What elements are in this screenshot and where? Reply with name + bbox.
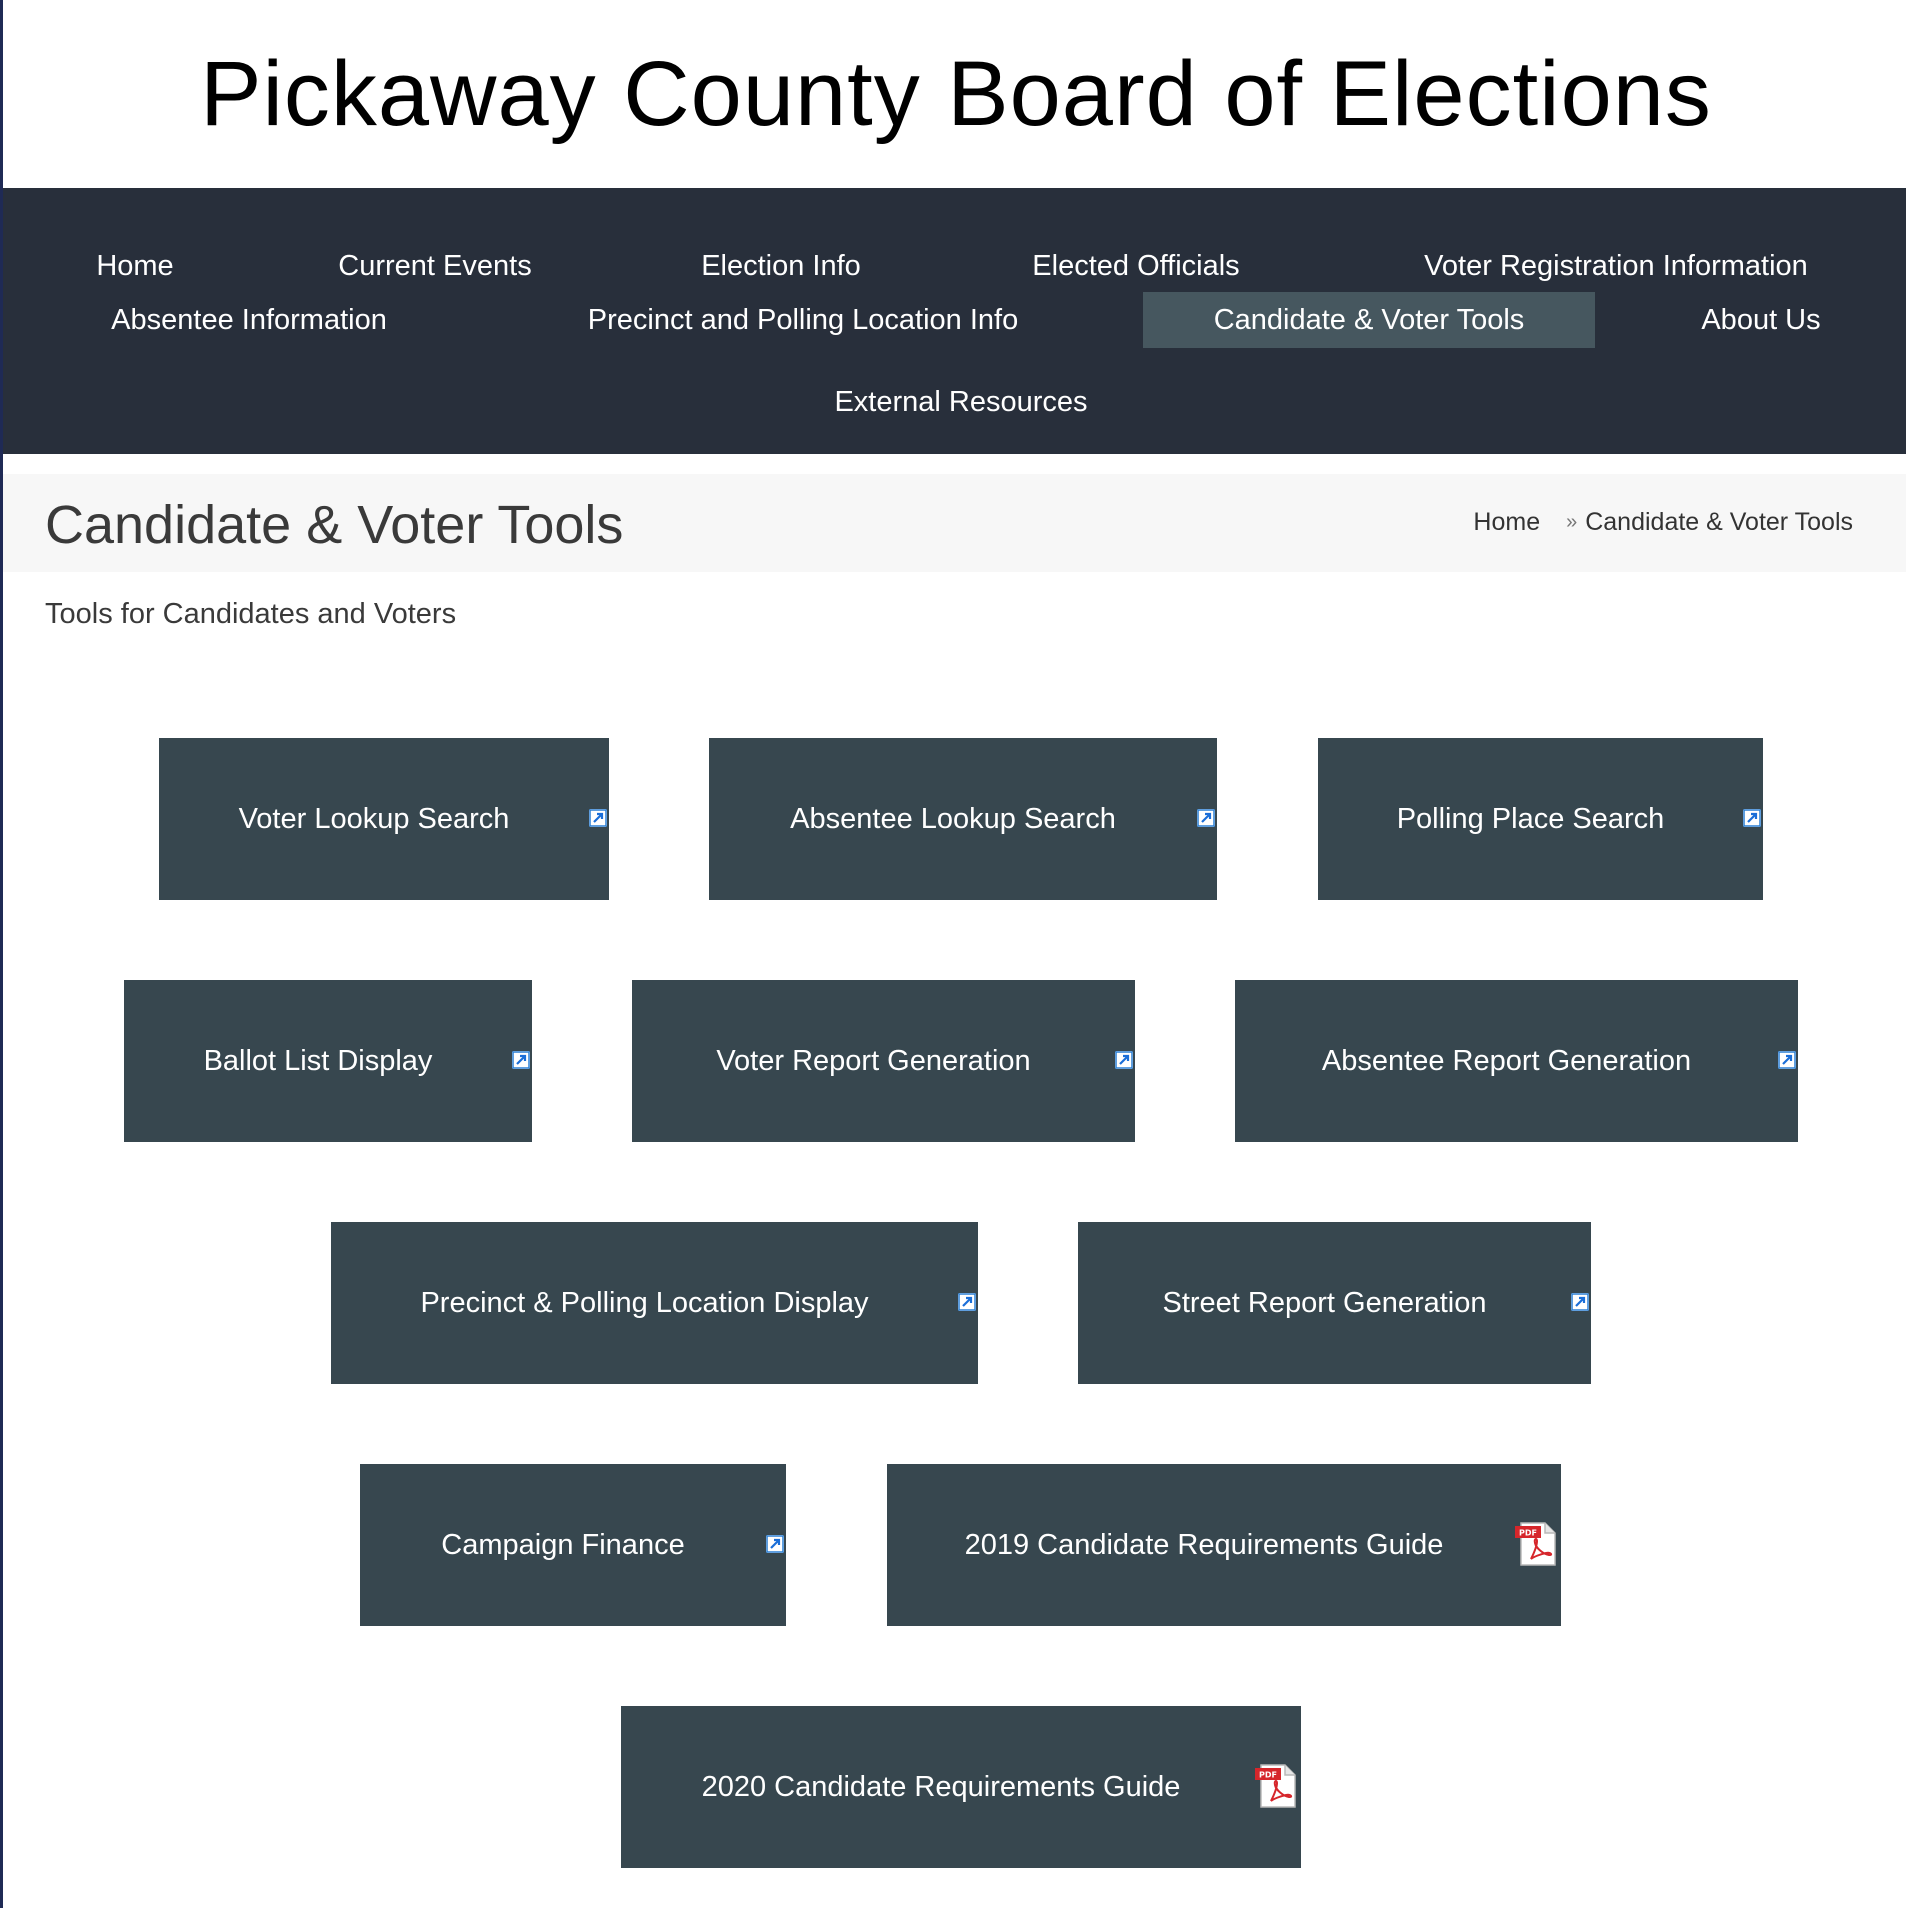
tool-label: Voter Report Generation: [716, 1044, 1031, 1077]
absentee-lookup-search-button[interactable]: [709, 738, 1217, 900]
tool-label: 2019 Candidate Requirements Guide: [964, 1528, 1444, 1561]
candidate-guide-2019-button[interactable]: [887, 1464, 1561, 1626]
polling-place-search-button[interactable]: [1318, 738, 1763, 900]
pdf-icon: [1253, 1763, 1299, 1809]
external-link-icon: [1778, 1051, 1796, 1069]
svg-text:PDF: PDF: [1259, 1770, 1277, 1780]
tool-label: 2020 Candidate Requirements Guide: [701, 1770, 1181, 1803]
nav-item-precinct-polling[interactable]: Precinct and Polling Location Info: [587, 303, 1019, 336]
nav-item-candidate-voter-tools[interactable]: Candidate & Voter Tools: [1143, 292, 1595, 348]
breadcrumb-home-link[interactable]: Home: [1473, 508, 1541, 536]
absentee-report-generation-button[interactable]: [1235, 980, 1798, 1142]
voter-lookup-search-button[interactable]: [159, 738, 609, 900]
external-link-icon: [589, 809, 607, 827]
nav-item-external-resources[interactable]: External Resources: [834, 385, 1088, 418]
nav-item-elected-officials[interactable]: Elected Officials: [1032, 249, 1240, 282]
external-link-icon: [766, 1535, 784, 1553]
intro-text: Tools for Candidates and Voters: [45, 598, 457, 630]
nav-item-about-us[interactable]: About Us: [1701, 303, 1821, 336]
voter-report-generation-button[interactable]: [632, 980, 1135, 1142]
tool-label: Campaign Finance: [441, 1528, 685, 1561]
tool-label: Polling Place Search: [1396, 802, 1665, 835]
nav-item-election-info[interactable]: Election Info: [701, 249, 861, 282]
external-link-icon: [1115, 1051, 1133, 1069]
external-link-icon: [1197, 809, 1215, 827]
breadcrumb-separator: »: [1566, 511, 1578, 533]
site-title[interactable]: [3, 0, 1906, 188]
campaign-finance-button[interactable]: [360, 1464, 786, 1626]
ballot-list-display-button[interactable]: [124, 980, 532, 1142]
external-link-icon: [958, 1293, 976, 1311]
pdf-icon: [1513, 1521, 1559, 1567]
page-title-bar: [3, 474, 1906, 572]
tool-label: Absentee Lookup Search: [790, 802, 1116, 835]
external-link-icon: [512, 1051, 530, 1069]
precinct-polling-location-display-button[interactable]: [331, 1222, 978, 1384]
tool-label: Voter Lookup Search: [238, 802, 510, 835]
breadcrumb: [1473, 508, 1853, 537]
tool-label: Ballot List Display: [203, 1044, 433, 1077]
nav-item-current-events[interactable]: Current Events: [338, 249, 532, 282]
nav-item-voter-registration[interactable]: Voter Registration Information: [1424, 249, 1808, 282]
nav-item-absentee-information[interactable]: Absentee Information: [111, 303, 387, 336]
external-link-icon: [1743, 809, 1761, 827]
tool-label: Absentee Report Generation: [1321, 1044, 1692, 1077]
tool-label: Street Report Generation: [1162, 1286, 1487, 1319]
tool-label: Precinct & Polling Location Display: [420, 1286, 869, 1319]
breadcrumb-current: Candidate & Voter Tools: [1585, 508, 1853, 536]
main-navigation: [3, 188, 1906, 454]
external-link-icon: [1571, 1293, 1589, 1311]
candidate-guide-2020-button[interactable]: [621, 1706, 1301, 1868]
svg-text:PDF: PDF: [1519, 1528, 1537, 1538]
nav-item-home[interactable]: Home: [96, 249, 174, 282]
street-report-generation-button[interactable]: [1078, 1222, 1591, 1384]
site-title-text[interactable]: Pickaway County Board of Elections: [200, 42, 1712, 145]
page-title: Candidate & Voter Tools: [45, 495, 624, 555]
